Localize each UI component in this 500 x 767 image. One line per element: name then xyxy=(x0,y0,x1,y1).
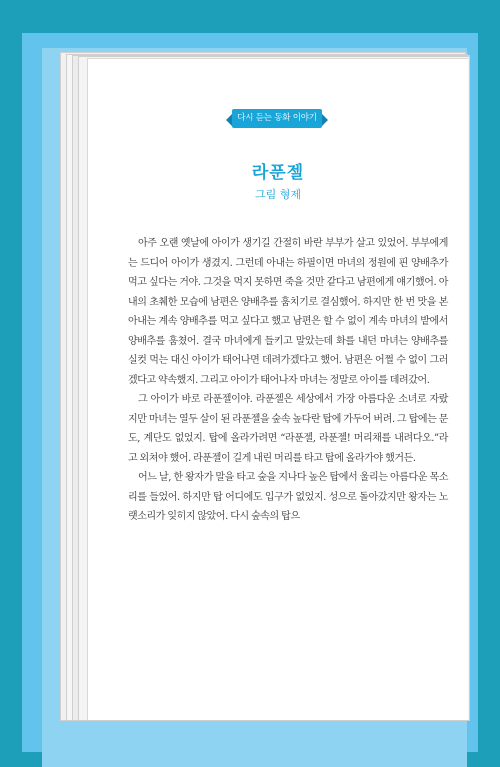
banner-label: 다시 듣는 동화 이야기 xyxy=(237,113,317,123)
section-banner xyxy=(228,109,326,128)
story-author: 그림 형제 xyxy=(254,188,301,201)
story-body xyxy=(128,234,448,527)
story-paragraph: 어느 날, 한 왕자가 말을 타고 숲을 지나다 높은 탑에서 울리는 아름다운 목소리를 들었어. 하지만 탑 어디에도 입구가 없었지. 성으로 돌아갔지만 왕자는 노랫소리가 잊히지 않았어. 다시 숲속의 탑으 xyxy=(128,472,448,522)
story-title: 라푼젤 xyxy=(251,163,305,183)
story-paragraph: 아주 오랜 옛날에 아이가 생기길 간절히 바란 부부가 살고 있었어. 부부에게는 드디어 아이가 생겼지. 그런데 아내는 하필이면 마녀의 정원에 핀 양배추가 먹고 싶다는 거야. 그것을 먹지 못하면 죽을 것만 같다고 남편에게 얘기했어. 아내의 초췌한 모습에 남편은 양배추를 훔치기로 결심했어. 하지만 한 번 맛을 본 아내는 계속 양배추를 먹고 싶다고 했고 남편은 할 수 없이 계속 마녀의 밭에서 양배추를 훔쳤어. 결국 마녀에게 들키고 말았는데 화를 내던 마녀는 양배추를 실컷 먹는 대신 아이가 태어나면 데려가겠다고 했어. 남편은 어쩔 수 없이 그러겠다고 약속했지. 그리고 아이가 태어나자 마녀는 정말로 아이를 데려갔어. xyxy=(128,238,448,386)
book-page xyxy=(87,58,468,720)
story-paragraph: 그 아이가 바로 라푼젤이야. 라푼젤은 세상에서 가장 아름다운 소녀로 자랐지만 마녀는 열두 살이 된 라푼젤을 숲속 높다란 탑에 가두어 버려. 그 탑에는 문도, 계단도 없었지. 탑에 올라가려면 “라푼젤, 라푼젤! 머리채를 내려다오.”라고 외쳐야 했어. 라푼젤이 길게 내린 머리를 타고 탑에 올라가야 했거든. xyxy=(128,394,448,464)
banner-ribbon-right xyxy=(321,113,328,127)
